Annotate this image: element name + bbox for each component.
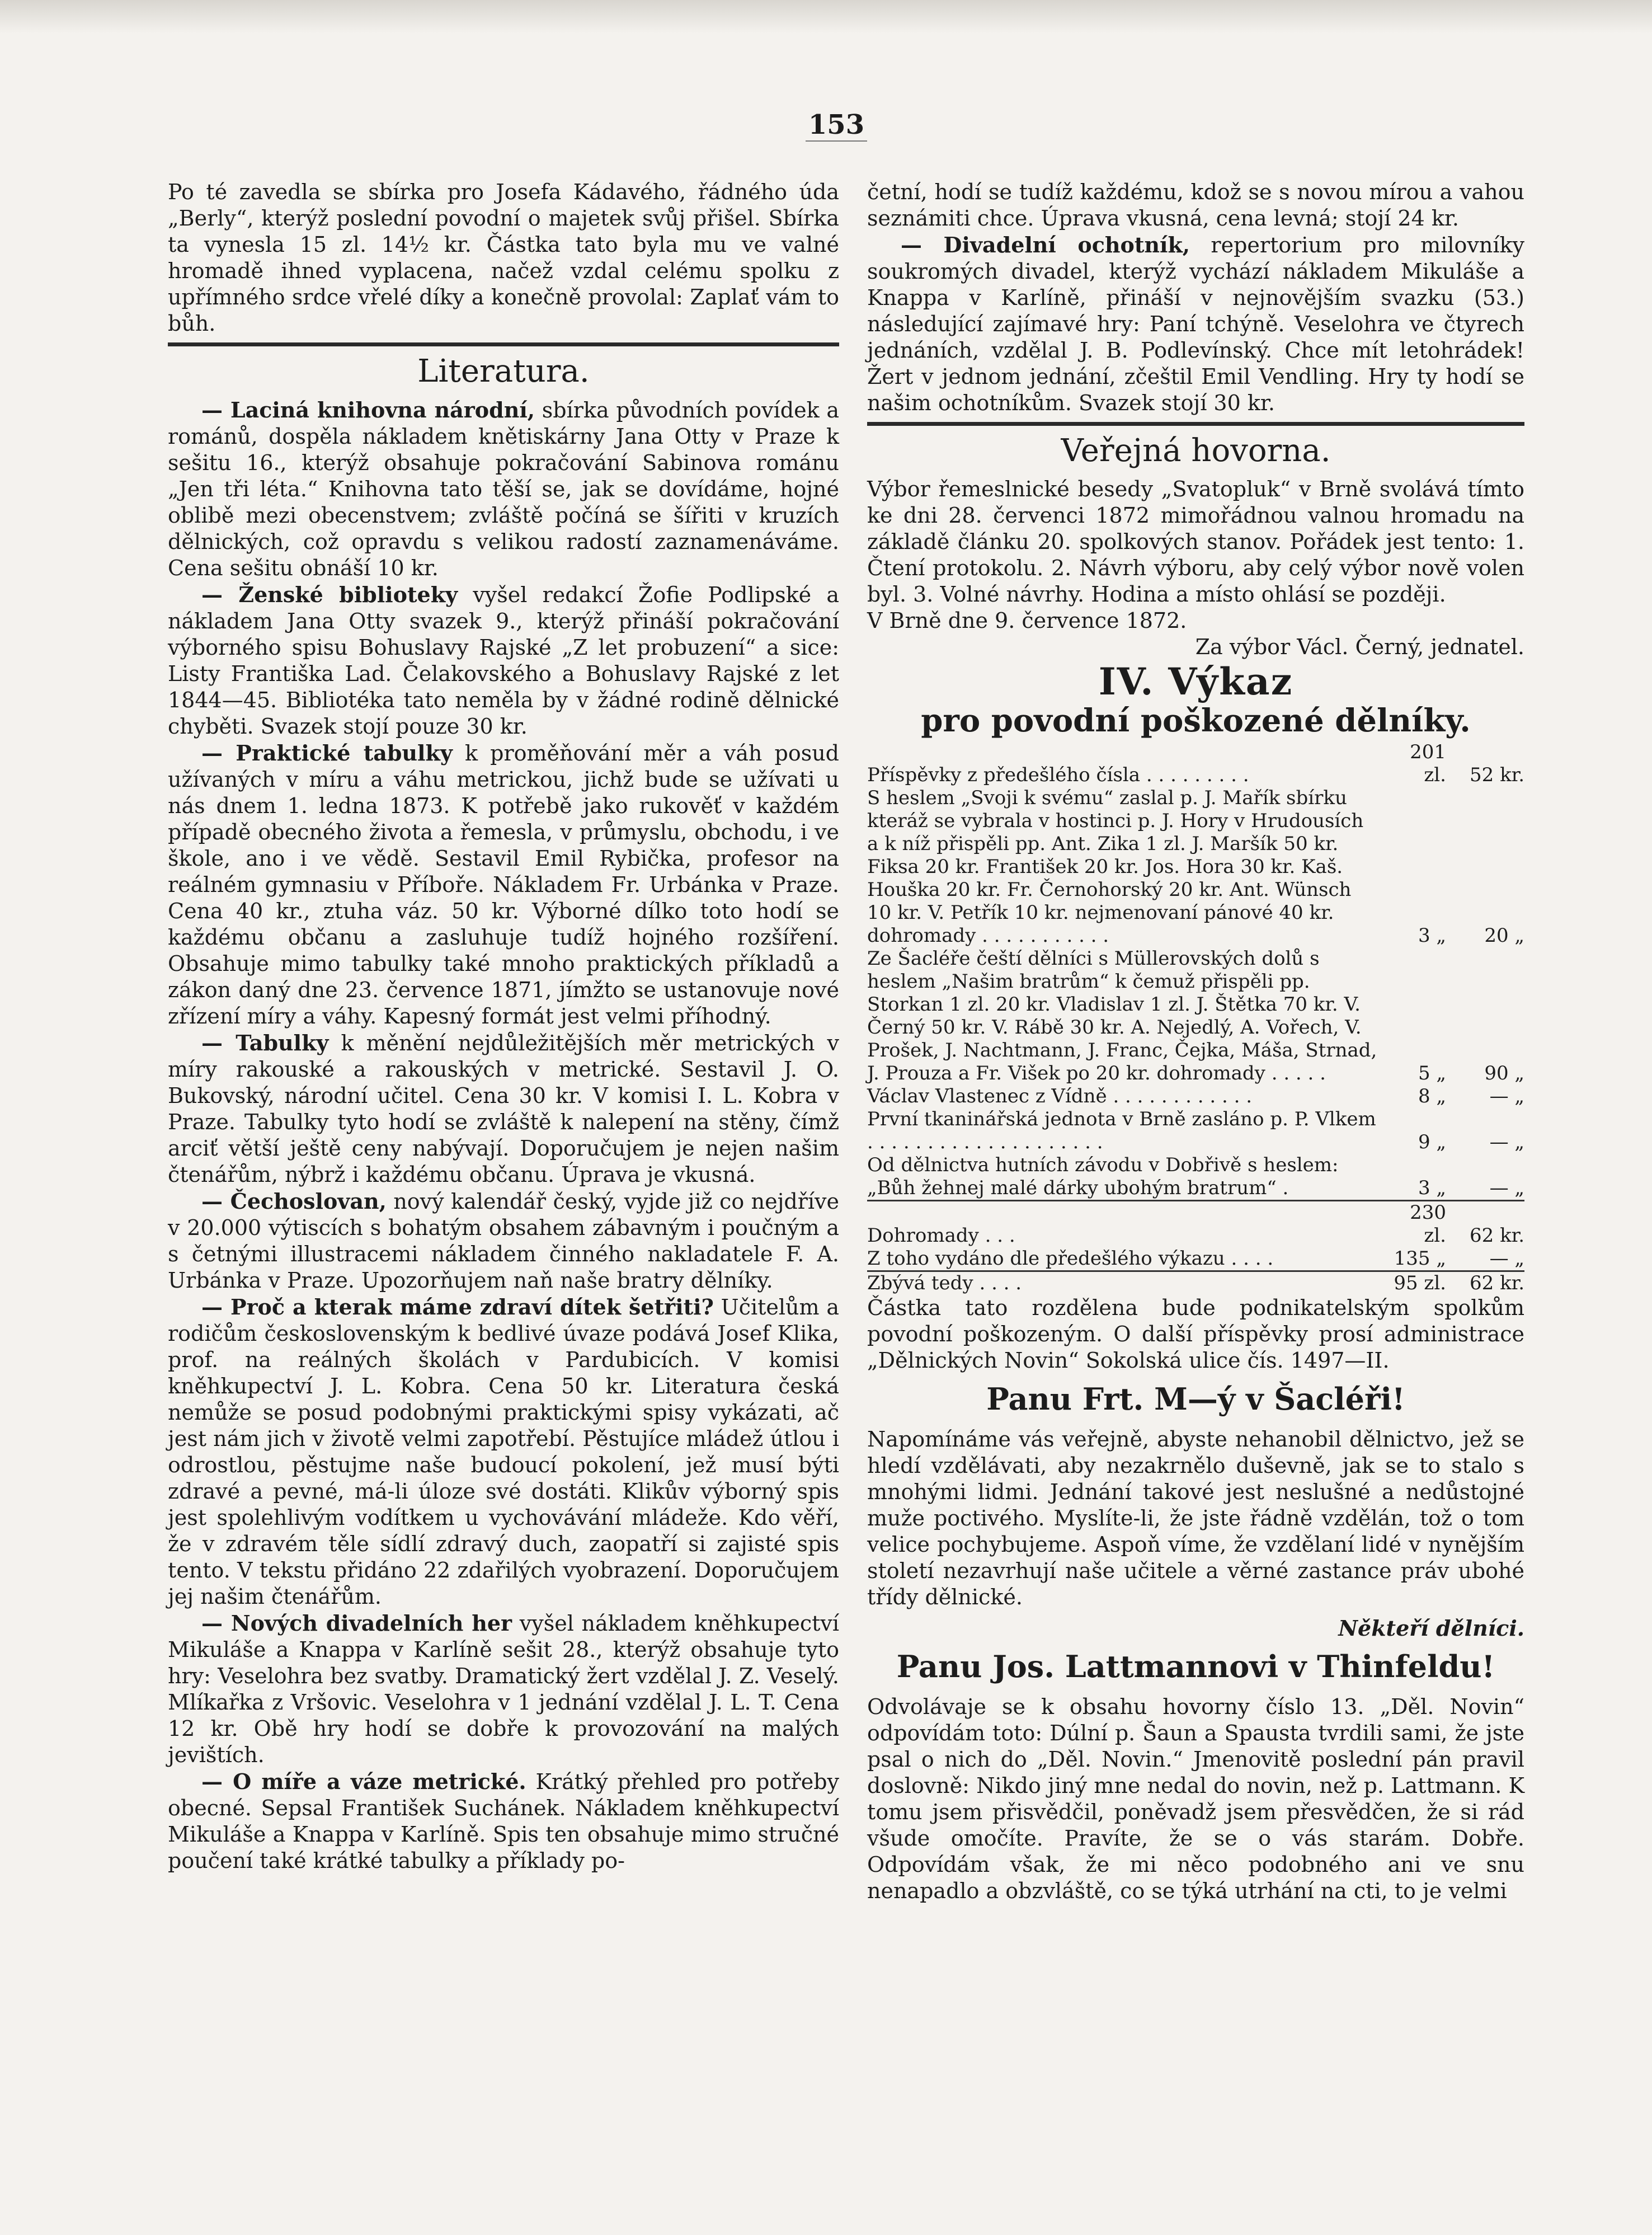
letter2-text: Odvolávaje se k obsahu hovorny číslo 13. „Děl. Novin“ odpovídám toto: Dúlní p. Šaun a Spausta tvrdili sami, že jste psal o nich do „Děl. Novin.“ Jmenovitě poslední pán pravil doslovně: Nikdo jiný mne nedal do novin, než p. Lattmann. K tomu jsem přisvědčil, poněvadž jsem přesvědčen, že si rád všude omočíte. Pravíte, že se o vás starám. Dobře. Odpovídám však, že mi něco podobného ani ve snu nenapadlo a obzvláště, co se týká utrhání na cti, to je velmi xyxy=(867,1694,1524,1903)
entry-lead: — Čechoslovan, xyxy=(201,1189,387,1214)
table-row xyxy=(867,1154,1524,1201)
section-rule xyxy=(867,422,1524,426)
row-kr: 90 „ xyxy=(1484,1062,1524,1084)
entry-cechoslovan xyxy=(168,1188,839,1294)
section-rule xyxy=(168,342,839,346)
entry-lead: — Praktické tabulky xyxy=(201,740,453,766)
remain-row xyxy=(867,1271,1524,1295)
row-item: První tkaninářská jednota v Brně zasláno p. P. Vlkem . . . . . . . . . . . . . . . . . . . . xyxy=(867,1108,1376,1153)
row-zl: 3 „ xyxy=(1418,1177,1446,1199)
table-row xyxy=(867,1085,1524,1108)
vykaz-heading: IV. Výkaz xyxy=(1098,660,1293,703)
remain-kr: 62 kr. xyxy=(1446,1271,1524,1295)
entry-lead: — Proč a kterak máme zdraví dítek šetřiti? xyxy=(201,1294,714,1320)
entry-prakticke-tabulky xyxy=(168,740,839,1030)
entry-text: vyšel nákladem kněhkupectví Mikuláše a Knappa v Karlíně sešit 28., kterýž obsahuje tyto hry: Veselohra bez svatby. Dramatický žert vzdělal J. Z. Veselý. Mlíkařka z Vršovic. Veselohra v 1 jednání vzdělal J. L. T. Cena 12 kr. Obě hry hodí se dobře k provozování na malých jevištích. xyxy=(168,1611,839,1767)
total-label: Dohromady . . . xyxy=(867,1201,1385,1248)
vykaz-subheading: pro povodní poškozené dělníky. xyxy=(921,702,1471,739)
row-item: Příspěvky z předešlého čísla . . . . . . . . . xyxy=(867,764,1249,786)
total-kr: 62 kr. xyxy=(1446,1201,1524,1248)
entry-text: repertorium pro milovníky soukromých divadel, kterýž vychází nákladem Mikuláše a Knappa v Karlíně, přináší v nejnovějším svazku (53.) následující zajímavé hry: Paní tchýně. Veselohra ve čtyrech jednáních, vzdělal J. B. Podlevínský. Chce mít letohrádek! Žert v jednom jednání, zčeštil Emil Vendling. Hry ty hodí se našim ochotníkům. Svazek stojí 30 kr. xyxy=(867,233,1524,415)
row-zl: 9 „ xyxy=(1418,1131,1446,1153)
hovorna-heading: Veřejná hovorna. xyxy=(1061,433,1331,469)
page-number: 153 xyxy=(806,109,867,142)
page-top-edge xyxy=(0,0,1652,34)
spent-zl: 135 „ xyxy=(1394,1247,1446,1270)
table-row xyxy=(867,947,1524,1085)
entry-text: nový kalendář český, vyjde již co nejdříve v 20.000 výtiscích s bohatým obsahem zábavným i poučným a s četnými illustracemi nákladem činného nakladatele F. A. Urbánka v Praze. Upozorňujem naň naše bratry dělníky. xyxy=(168,1189,840,1293)
entry-lead: — Laciná knihovna národní, xyxy=(201,397,535,422)
right-column xyxy=(867,179,1524,1904)
entry-lead: — Divadelní ochotník, xyxy=(901,232,1190,257)
entry-lacina-knihovna xyxy=(168,397,839,581)
row-kr: 52 kr. xyxy=(1470,764,1524,786)
vykaz-note: Částka tato rozdělena bude podnikatelským spolkům povodní poškozeným. O další příspěvky prosí administrace „Dělnických Novin“ Sokolská ulice čís. 1497—II. xyxy=(867,1295,1524,1373)
entry-tabulky xyxy=(168,1030,839,1188)
entry-lead: — Tabulky xyxy=(201,1030,329,1055)
entry-divadelni-hry xyxy=(168,1610,839,1768)
letter1-signature: Někteří dělníci. xyxy=(1338,1616,1524,1641)
entry-text: k proměňování měr a váh posud užívaných v míru a váhu metrickou, jichž bude se užívati u nás dnem 1. ledna 1873. K potřebě jako rukověť v každém případě obecného života a řemesla, v průmyslu, obchodu, i ve škole, ano i ve vědě. Sestavil Emil Rybička, profesor na reálném gymnasiu v Příboře. Nákladem Fr. Urbánka v Praze. Cena 40 kr., ztuha váz. 50 kr. Výborné dílko toto hodí se každému občanu a zasluhuje tudíž hojného rozšíření. Obsahuje mimo tabulky také mnoho praktických příkladů a zákon daný dne 23. července 1871, jímžto se ustanovuje nové zřízení míry a váhy. Kapesný formát jest velmi příhodný. xyxy=(168,741,839,1029)
continuation-paragraph: četní, hodí se tudíž každému, kdož se s novou mírou a vahou seznámiti chce. Úprava vkusná, cena levná; stojí 24 kr. xyxy=(867,180,1524,231)
row-zl: 3 „ xyxy=(1418,924,1446,947)
spent-label: Z toho vydáno dle předešlého výkazu . . . . xyxy=(867,1247,1274,1270)
entry-text: k měnění nejdůležitějších měr metrických v míry rakouské a rakouských v metrické. Sestavil J. O. Bukovský, národní učitel. Cena 30 kr. V komisi I. L. Kobra v Praze. Tabulky tyto hodí se zvláště k nalepení na stěny, čímž arciť větší ještě ceny nabývají. Doporučujem je nejen našim čtenářům, nýbrž i každému občanu. Úprava je vkusná. xyxy=(168,1031,839,1187)
row-zl: 201 zl. xyxy=(1410,741,1446,786)
letter1-text: Napomínáme vás veřejně, abyste nehanobil dělnictvo, jež se hledí vzdělávati, aby nezakrnělo duševně, jak se to stalo s mnohými lidmi. Jednání takové jest neslušné a nedůstojné muže poctivého. Myslíte-li, že jste řádně vzdělán, tož o tom velice pochybujeme. Aspoň víme, že vzdělaní lidé v nynějším století nezavrhují naše učitele a věrné zastance práv ubohé třídy dělnické. xyxy=(867,1427,1524,1609)
row-zl: 8 „ xyxy=(1418,1085,1446,1107)
literatura-heading: Literatura. xyxy=(417,353,590,389)
letter1-heading: Panu Frt. M—ý v Šacléři! xyxy=(986,1381,1405,1417)
left-column xyxy=(168,179,839,1874)
hovorna-signature: Za výbor Václ. Černý, jednatel. xyxy=(1195,635,1524,659)
hovorna-text: Výbor řemeslnické besedy „Svatopluk“ v Brně svolává tímto ke dni 28. červenci 1872 mimořádnou valnou hromadu na základě článku 20. spolkových stanov. Pořádek jest tento: 1. Čtení protokolu. 2. Návrh výboru, aby celý výbor nově volen byl. 3. Volné návrhy. Hodina a místo ohlásí se později. xyxy=(867,477,1524,607)
remain-label: Zbývá tedy . . . . xyxy=(867,1271,1385,1295)
entry-zdravi-ditek xyxy=(168,1294,839,1610)
entry-text: sbírka původních povídek a románů, dospěla nákladem knětiskárny Jana Otty v Praze k sešitu 16., kterýž obsahuje pokračování Sabinova románu „Jen tři léta.“ Knihovna tato těší se, jak se dovídáme, hojné oblibě mezi obecenstvem; zvláště počíná se šířiti v kruzích dělnických, což opravdu s velikou radostí zaznamenáváme. Cena sešitu obnáší 10 kr. xyxy=(168,398,839,580)
row-kr: — „ xyxy=(1489,1131,1524,1153)
entry-lead: — O míře a váze metrické. xyxy=(201,1769,526,1794)
entry-lead: — Ženské biblioteky xyxy=(201,582,458,607)
spent-kr: — „ xyxy=(1489,1247,1524,1270)
hovorna-date: V Brně dne 9. července 1872. xyxy=(867,608,1187,633)
entry-text: vyšel redakcí Žofie Podlipské a nákladem Jana Otty svazek 9., kterýž přináší pokračování výborného spisu Bohuslavy Rajské „Z let probuzení“ a sice: Listy Františka Lad. Čelakovského a Bohuslavy Rajské z let 1844—45. Bibliotéka tato neměla by v žádné rodině dělnické chyběti. Svazek stojí pouze 30 kr. xyxy=(168,583,839,739)
row-kr: — „ xyxy=(1489,1085,1524,1107)
row-item: Od dělnictva hutních závodu v Dobřivě s heslem: „Bůh žehnej malé dárky ubohým bratrum“ . xyxy=(867,1154,1339,1199)
entry-zenske-biblioteky xyxy=(168,581,839,740)
entry-text: Učitelům a rodičům československým k bedlivé úvaze podává Josef Klika, prof. na reálných školách v Pardubicích. V komisi kněhkupectví J. L. Kobra. Cena 50 kr. Literatura česká nemůže se posud podobnými praktickými spisy vykázati, ač jest nám jich v životě velmi zapotřebí. Pěstujíce mládež útlou i odrostlou, pěstujme naše budoucí pokolení, jež musí býti zdravé a pevné, má-li úloze své dostáti. Klikův výborný spis jest spolehlivým vodítkem u vychovávání mládeže. Kdo věří, že v zdravém těle sídlí zdravý duch, zaopatří si zajisté spis tento. V tekstu přidáno 22 zdařilých vyobrazení. Doporučujem jej našim čtenářům. xyxy=(168,1295,839,1609)
spent-row xyxy=(867,1247,1524,1271)
row-kr: 20 „ xyxy=(1484,924,1524,947)
table-row xyxy=(867,741,1524,787)
intro-paragraph: Po té zavedla se sbírka pro Josefa Kádavého, řádného úda „Berly“, kterýž poslední povodní o majetek svůj přišel. Sbírka ta vynesla 15 zl. 14½ kr. Částka tato byla mu ve valné hromadě ihned vyplacena, načež vzdal celému spolku z upřímného srdce vřelé díky a konečně provolal: Zaplať vám to bůh. xyxy=(168,180,839,336)
table-row xyxy=(867,1108,1524,1154)
row-item: Ze Šacléře čeští dělníci s Müllerovských dolů s heslem „Našim bratrům“ k čemuž přispěli pp. Storkan 1 zl. 20 kr. Vladislav 1 zl. J. Štětka 70 kr. V. Černý 50 kr. V. Rábě 30 kr. A. Nejedlý, A. Vořech, V. Prošek, J. Nachtmann, J. Franc, Čejka, Máša, Strnad, J. Prouza a Fr. Višek po 20 kr. dohromady . . . . . xyxy=(867,947,1377,1084)
total-zl: 230 zl. xyxy=(1385,1201,1446,1248)
entry-divadelni-ochotnik xyxy=(867,232,1524,416)
entry-text: Krátký přehled pro potřeby obecné. Sepsal František Suchánek. Nákladem kněhkupectví Mikuláše a Knappa v Karlíně. Spis ten obsahuje mimo stručné poučení také krátké tabulky a příklady po- xyxy=(168,1769,839,1873)
letter2-heading: Panu Jos. Lattmannovi v Thinfeldu! xyxy=(896,1649,1495,1684)
remain-zl: 95 zl. xyxy=(1385,1271,1446,1295)
row-zl: 5 „ xyxy=(1418,1062,1446,1084)
total-row xyxy=(867,1201,1524,1248)
row-item: S heslem „Svoji k svému“ zaslal p. J. Mařík sbírku kteráž se vybrala v hostinci p. J. Hory v Hrudousích a k níž přispěli pp. Ant. Zika 1 zl. J. Maršík 50 kr. Fiksa 20 kr. František 20 kr. Jos. Hora 30 kr. Kaš. Houška 20 kr. Fr. Černohorský 20 kr. Ant. Wünsch 10 kr. V. Petřík 10 kr. nejmenovaní pánové 40 kr. dohromady . . . . . . . . . . . xyxy=(867,787,1364,947)
row-kr: — „ xyxy=(1489,1177,1524,1199)
entry-mira-vaha xyxy=(168,1768,839,1874)
table-row xyxy=(867,787,1524,947)
entry-lead: — Nových divadelních her xyxy=(201,1610,512,1636)
row-item: Václav Vlastenec z Vídně . . . . . . . . . . . . xyxy=(867,1085,1253,1107)
donation-table xyxy=(867,741,1524,1295)
